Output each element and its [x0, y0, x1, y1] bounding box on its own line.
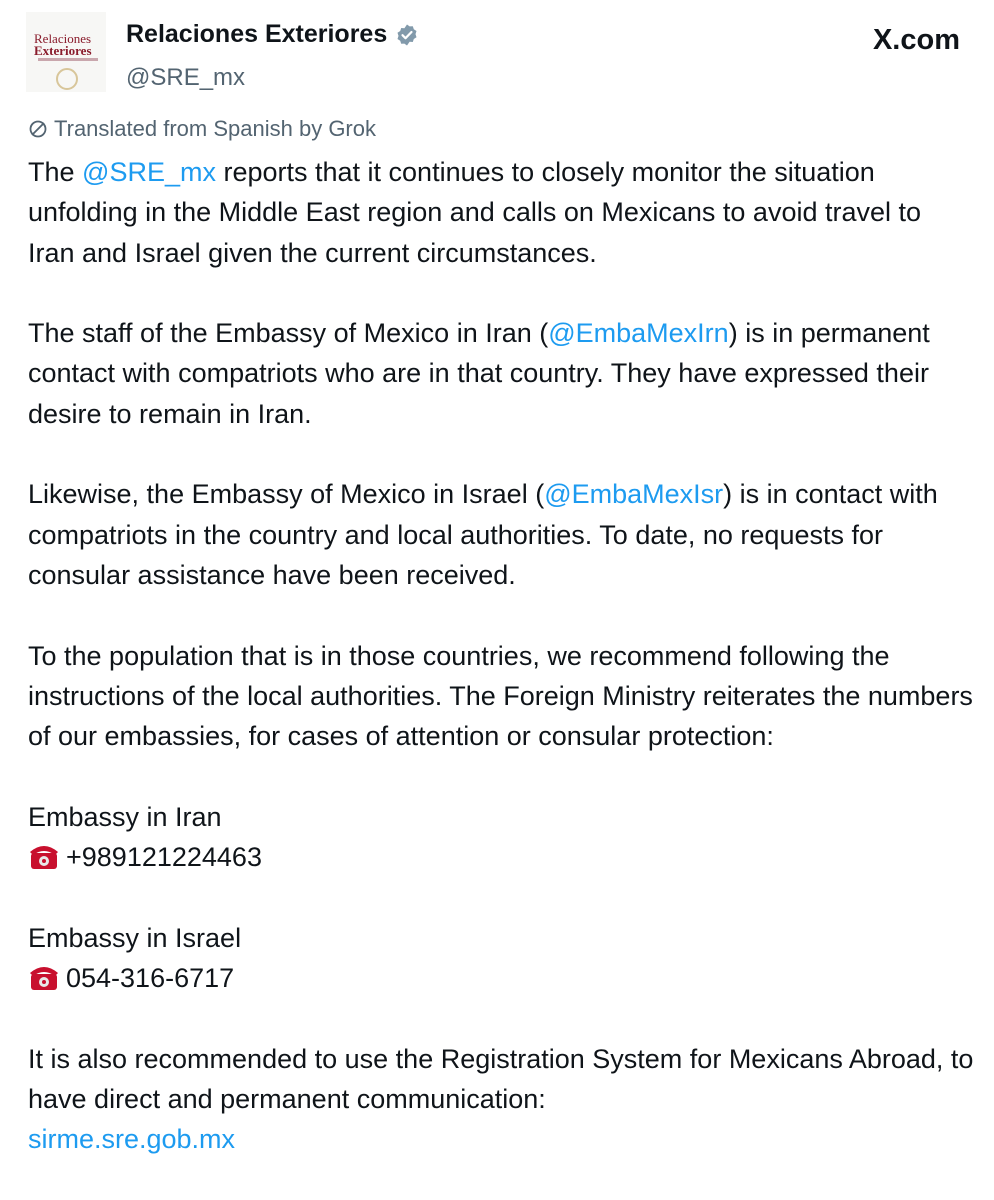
- translation-note: [28, 116, 376, 142]
- paragraph-7: [28, 1039, 974, 1160]
- seal-icon: [56, 68, 78, 90]
- embassy-iran-block: [28, 797, 974, 878]
- text: The staff of the Embassy of Mexico in Iran (: [28, 318, 549, 349]
- text: ) is in contact with compatriots in the country and local authorities. To date, no requests for consular assistance have been received.: [28, 479, 938, 590]
- embassy-israel-label: Embassy in Israel: [28, 922, 242, 953]
- verified-badge-icon: [395, 23, 419, 47]
- display-name[interactable]: Relaciones Exteriores: [126, 20, 388, 48]
- text: reports that it continues to closely monitor the situation unfolding in the Middle East region and calls on Mexicans to avoid travel to Iran and Israel given the current circumstances.: [28, 157, 922, 268]
- paragraph-4: To the population that is in those countries, we recommend following the instructions of the local authorities. The Foreign Ministry reiterates the numbers of our embassies, for cases of attention or consular protection:: [28, 640, 973, 752]
- mention-sre-mx[interactable]: @SRE_mx: [82, 157, 216, 187]
- paragraph-2: [28, 313, 974, 434]
- logo-subtitle-bar: [38, 58, 98, 61]
- text: ) is in permanent contact with compatriots who are in that country. They have expressed their desire to remain in Iran.: [28, 318, 930, 429]
- mention-embamexisr[interactable]: @EmbaMexIsr: [544, 479, 724, 510]
- text: The: [28, 157, 83, 187]
- telephone-icon: [28, 841, 60, 871]
- avatar[interactable]: [26, 12, 106, 92]
- brand-logo: X.com: [872, 24, 960, 56]
- translation-note-text: Translated from Spanish by Grok: [54, 116, 376, 141]
- name-row: [126, 20, 419, 49]
- embassy-israel-block: [28, 918, 974, 999]
- user-handle[interactable]: @SRE_mx: [126, 64, 246, 91]
- embassy-iran-phone[interactable]: +989121224463: [66, 842, 262, 873]
- text: It is also recommended to use the Registration System for Mexicans Abroad, to have direct and permanent communication:: [28, 1043, 974, 1114]
- logo-text-line1: Relaciones: [34, 31, 92, 46]
- telephone-icon: [28, 962, 60, 992]
- text: Likewise, the Embassy of Mexico in Israel (: [28, 479, 545, 510]
- grok-icon: [28, 119, 48, 139]
- embassy-iran-label: Embassy in Iran: [28, 801, 222, 832]
- mention-embamexirn[interactable]: @EmbaMexIrn: [548, 318, 729, 349]
- paragraph-1: [28, 152, 974, 273]
- logo-text-line2: Exteriores: [34, 43, 92, 58]
- embassy-israel-phone[interactable]: 054-316-6717: [66, 962, 235, 993]
- registration-link[interactable]: sirme.sre.gob.mx: [28, 1124, 236, 1155]
- tweet-header: [26, 12, 966, 108]
- paragraph-3: [28, 474, 974, 595]
- tweet-body: [28, 152, 974, 1159]
